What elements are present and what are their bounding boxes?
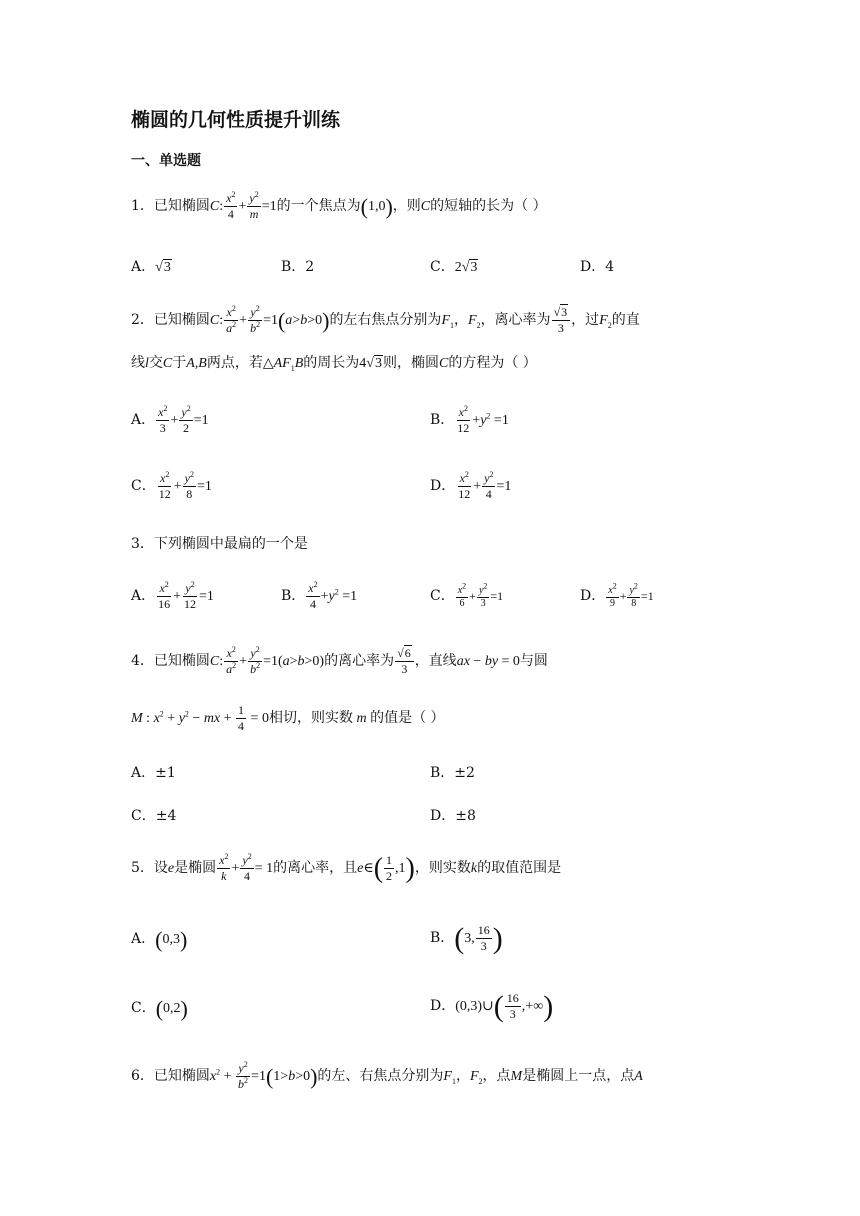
question-1-number: 1． bbox=[131, 198, 154, 214]
formula: C: $\frac{x^2}{a^2}$ + $\frac{y^2}{b^2}$ =1(a>b>0) bbox=[209, 304, 330, 336]
question-2-line-2 bbox=[131, 352, 537, 372]
option-label: A． bbox=[131, 588, 156, 604]
option-d[interactable] bbox=[430, 988, 553, 1025]
question-6 bbox=[131, 1058, 643, 1095]
question-text: 则，椭圆 bbox=[382, 355, 439, 371]
formula: $\triangle AF_1B$ bbox=[262, 356, 304, 373]
formula: (0,2) bbox=[155, 995, 188, 1021]
question-6-number: 6． bbox=[131, 1068, 154, 1084]
formula: $F_1$，$F_2$ bbox=[443, 1069, 483, 1086]
page-title: 椭圆的几何性质提升训练 bbox=[131, 109, 341, 131]
formula: $\frac{x^2}{9}$ + $\frac{y^2}{8}$ =1 bbox=[608, 581, 654, 609]
question-text: 的左右焦点分别为 bbox=[329, 312, 442, 328]
question-text: 是椭圆 bbox=[174, 860, 217, 876]
option-d[interactable] bbox=[430, 805, 476, 825]
formula: $\frac{x^2}{4}$ $+y^2 =1$ bbox=[308, 580, 358, 612]
option-c[interactable] bbox=[131, 995, 188, 1021]
question-5-number: 5． bbox=[131, 860, 154, 876]
formula: e bbox=[167, 861, 175, 876]
formula: $\frac{x^2}{12}$ + $\frac{y^2}{4}$ =1 bbox=[458, 470, 512, 502]
option-label: B．2 bbox=[281, 259, 315, 275]
formula: $\frac{√3}{3}$ bbox=[552, 305, 571, 336]
question-1-text-a: 已知椭圆 bbox=[153, 198, 210, 214]
question-text: 的直 bbox=[611, 312, 640, 328]
question-text: 的方程为（ ） bbox=[448, 355, 537, 371]
option-label: D． bbox=[430, 998, 456, 1014]
formula: (0,3)∪( $\frac{16}{3}$ ,+∞) bbox=[455, 989, 554, 1023]
option-b[interactable] bbox=[430, 402, 509, 439]
option-label: A． bbox=[131, 259, 156, 275]
option-label: C． bbox=[131, 1000, 156, 1016]
option-b[interactable] bbox=[281, 578, 357, 615]
formula: ax − by = 0 bbox=[456, 654, 520, 669]
question-text: 已知椭圆 bbox=[153, 1068, 210, 1084]
formula: (0,3) bbox=[155, 926, 188, 952]
question-text: 的值是（ ） bbox=[370, 710, 445, 726]
question-text: 是椭圆上一点，点 bbox=[522, 1068, 635, 1084]
question-text: 于 bbox=[172, 355, 187, 371]
question-text: 的周长为 bbox=[303, 355, 360, 371]
formula: C: $\frac{x^2}{a^2}$ + $\frac{y^2}{b^2}$ =1(a>b>0) bbox=[209, 645, 325, 677]
option-label: D． bbox=[430, 478, 456, 494]
question-text: 设 bbox=[153, 860, 168, 876]
formula: M : $x^2 + y^2$ − mx + $\frac{1}{4}$ = 0 bbox=[131, 703, 269, 734]
formula: √3 bbox=[155, 260, 171, 275]
formula: $\frac{x^2}{16}$ + $\frac{y^2}{12}$ =1 bbox=[158, 580, 214, 612]
option-label: D．4 bbox=[580, 259, 615, 275]
option-label: A． bbox=[131, 412, 156, 428]
formula: e∈( $\frac{1}{2}$ ,1) bbox=[357, 852, 415, 884]
option-label: A．±1 bbox=[131, 765, 176, 781]
option-b[interactable] bbox=[281, 256, 314, 276]
formula: $\frac{√6}{3}$ bbox=[395, 646, 414, 677]
formula: l bbox=[145, 356, 149, 371]
option-label: C． bbox=[131, 478, 156, 494]
formula: C bbox=[438, 356, 449, 371]
option-c[interactable] bbox=[131, 468, 212, 505]
question-text: 已知椭圆 bbox=[153, 653, 210, 669]
question-text: ，则实数 bbox=[414, 860, 471, 876]
formula: $\frac{x^2}{6}$ + $\frac{y^2}{3}$ =1 bbox=[457, 581, 504, 609]
question-text: 交 bbox=[148, 355, 163, 371]
question-1-text-c: ，则 bbox=[392, 198, 421, 214]
formula: (3, $\frac{16}{3}$ ) bbox=[454, 921, 503, 955]
question-text: 线 bbox=[131, 355, 145, 371]
question-text: 的离心率为 bbox=[324, 653, 395, 669]
formula: $x^2$ + $\frac{y^2}{b^2}$ =1(1>b>0) bbox=[209, 1060, 318, 1092]
option-d[interactable] bbox=[580, 578, 654, 614]
question-4-line-2 bbox=[131, 700, 445, 737]
formula: $\frac{x^2}{12}$ $+y^2 =1$ bbox=[457, 404, 509, 436]
question-text: 的左、右焦点分别为 bbox=[317, 1068, 444, 1084]
option-label: C． bbox=[430, 588, 455, 604]
question-1-text-b: 的一个焦点为 bbox=[276, 198, 361, 214]
formula: C bbox=[420, 199, 431, 214]
option-label: B．±2 bbox=[430, 765, 475, 781]
question-text: 与圆 bbox=[519, 653, 548, 669]
formula: m bbox=[352, 711, 371, 726]
question-4 bbox=[131, 643, 548, 680]
formula: A bbox=[634, 1069, 643, 1084]
option-label: A． bbox=[131, 931, 156, 947]
question-3 bbox=[131, 533, 308, 553]
formula: C: $\frac{x^2}{4}$ + $\frac{y^2}{m}$ =1 bbox=[209, 190, 277, 222]
formula: $F_1$，$F_2$ bbox=[441, 313, 481, 330]
formula: $\frac{x^2}{3}$ + $\frac{y^2}{2}$ =1 bbox=[158, 404, 209, 436]
question-3-number: 3． bbox=[131, 536, 154, 552]
formula: $F_2$ bbox=[599, 313, 612, 330]
option-label: C．±4 bbox=[131, 808, 177, 824]
question-text: ，离心率为 bbox=[480, 312, 551, 328]
option-a[interactable] bbox=[131, 926, 188, 952]
formula: $\frac{x^2}{k}$ + $\frac{y^2}{4}$ = 1 bbox=[219, 852, 274, 884]
formula: k bbox=[470, 861, 478, 876]
formula: M bbox=[510, 1069, 523, 1084]
question-2 bbox=[131, 302, 640, 339]
formula: 2√3 bbox=[454, 260, 478, 275]
question-1-text-d: 的短轴的长为（ ） bbox=[430, 198, 547, 214]
option-b[interactable] bbox=[430, 920, 503, 957]
question-1 bbox=[131, 188, 547, 225]
question-4-number: 4． bbox=[131, 653, 154, 669]
option-label: D．±8 bbox=[430, 808, 476, 824]
question-text: ，直线 bbox=[414, 653, 457, 669]
option-c[interactable] bbox=[430, 578, 503, 614]
formula: 4√3 bbox=[359, 356, 382, 371]
formula: C bbox=[162, 356, 173, 371]
question-2-number: 2． bbox=[131, 312, 154, 328]
question-text: 已知椭圆 bbox=[153, 312, 210, 328]
formula: A,B bbox=[186, 356, 207, 371]
question-text: 的取值范围是 bbox=[477, 860, 562, 876]
option-a[interactable] bbox=[131, 402, 209, 439]
option-label: B． bbox=[430, 930, 455, 946]
option-c[interactable] bbox=[430, 256, 478, 276]
option-a[interactable] bbox=[131, 578, 214, 615]
option-c[interactable] bbox=[131, 805, 176, 825]
option-a[interactable] bbox=[131, 762, 176, 782]
question-text: 相切，则实数 bbox=[268, 710, 353, 726]
question-5 bbox=[131, 850, 561, 887]
question-text: 下列椭圆中最扁的一个是 bbox=[153, 536, 308, 552]
option-label: D． bbox=[580, 588, 606, 604]
question-text: ，过 bbox=[571, 312, 600, 328]
formula: $\frac{x^2}{12}$ + $\frac{y^2}{8}$ =1 bbox=[158, 470, 212, 502]
question-text: 两点，若 bbox=[206, 355, 263, 371]
option-a[interactable] bbox=[131, 256, 172, 276]
question-text: ，点 bbox=[482, 1068, 511, 1084]
question-text: 的离心率，且 bbox=[273, 860, 358, 876]
option-label: B． bbox=[281, 588, 306, 604]
section-heading: 一、单选题 bbox=[131, 153, 201, 169]
option-d[interactable] bbox=[430, 468, 511, 505]
option-d[interactable] bbox=[580, 256, 614, 276]
formula: (1,0) bbox=[360, 193, 393, 219]
option-label: B． bbox=[430, 412, 455, 428]
option-b[interactable] bbox=[430, 762, 475, 782]
option-label: C． bbox=[430, 259, 455, 275]
